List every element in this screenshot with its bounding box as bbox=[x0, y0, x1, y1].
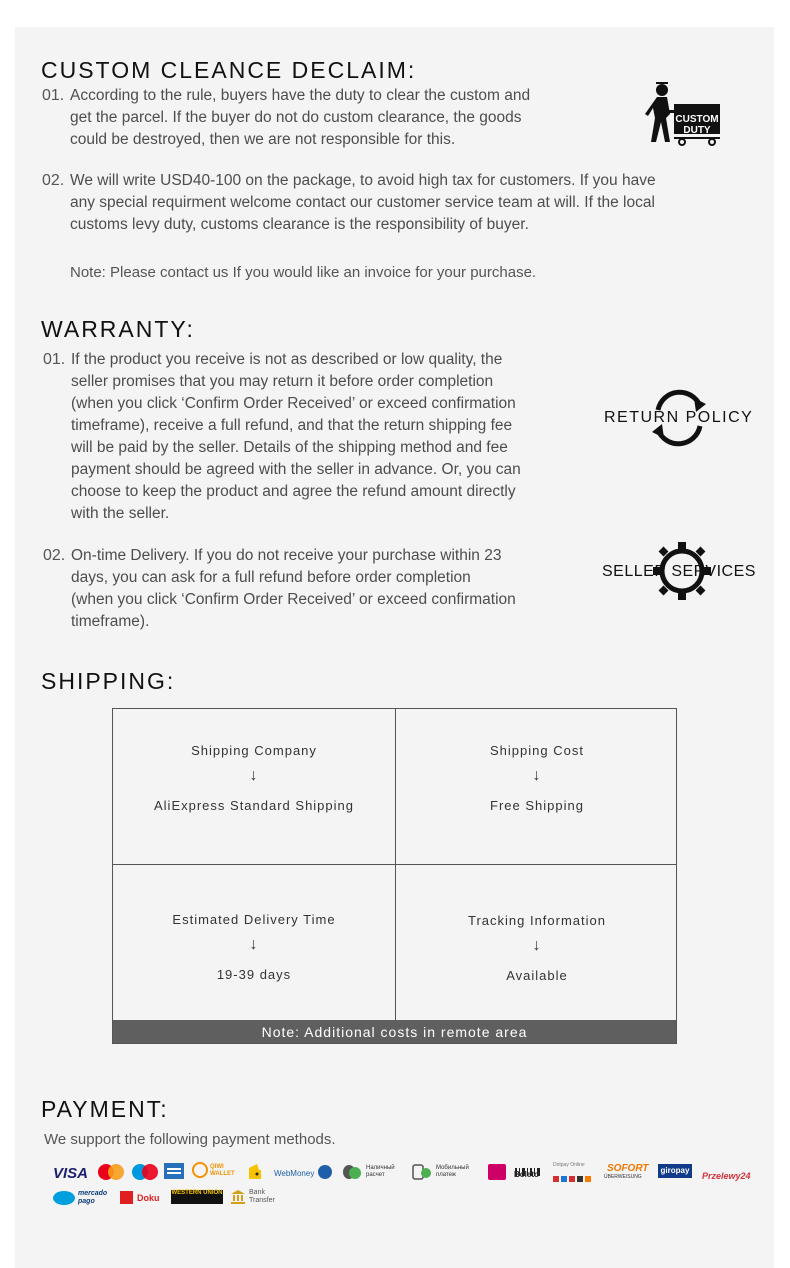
warranty-heading: WARRANTY: bbox=[41, 316, 195, 342]
return-policy-label: RETURN POLICY bbox=[604, 409, 754, 426]
text-line: could be destroyed, then we are not responsible for this. bbox=[70, 131, 456, 148]
text-line: days, you can ask for a full refund before order completion bbox=[71, 569, 471, 586]
bank-transfer-logo: Bank Transfer bbox=[249, 1189, 275, 1204]
text-line: customs levy duty, customs clearance is the responsibility of buyer. bbox=[70, 216, 529, 233]
down-arrow-icon: ↓ bbox=[532, 767, 542, 784]
text-line: any special requirment welcome contact our customer service team at will. If the local bbox=[70, 194, 655, 211]
shipping-cost-label: Shipping Cost bbox=[490, 743, 584, 758]
customs-item1-number: 01. bbox=[42, 87, 65, 104]
shipping-cost-cell bbox=[396, 709, 678, 865]
text-line: payment should be agreed with the seller in advance. Or, you can bbox=[71, 461, 521, 478]
sofort-logo: SOFORT bbox=[607, 1163, 649, 1174]
text-line: seller promises that you may return it before order completion bbox=[71, 373, 494, 390]
text-line: get the parcel. If the buyer do not do custom clearance, the goods bbox=[70, 109, 522, 126]
sofort-sub-label: ÜBERWEISUNG bbox=[604, 1174, 642, 1180]
dotpay-logo: Dotpay Online bbox=[553, 1162, 585, 1168]
tracking-cell bbox=[396, 865, 678, 1021]
text-line: If the product you receive is not as described or low quality, the bbox=[71, 351, 503, 368]
seller-services-label: SELLER SERVICES bbox=[602, 563, 756, 580]
tracking-value: Available bbox=[506, 968, 568, 983]
doku-icon bbox=[120, 1191, 133, 1204]
mastercard-logo bbox=[96, 1163, 126, 1181]
text-line: timeframe). bbox=[71, 613, 150, 630]
shipping-heading: SHIPPING: bbox=[41, 668, 176, 694]
down-arrow-icon: ↓ bbox=[532, 937, 542, 954]
warranty-item1-number: 01. bbox=[43, 351, 66, 368]
badge-line: CUSTOM bbox=[675, 114, 719, 125]
doku-logo: Doku bbox=[137, 1193, 160, 1203]
text-line: with the seller. bbox=[71, 505, 170, 522]
ideal-logo bbox=[488, 1164, 506, 1180]
text-line: On-time Delivery. If you do not receive your purchase within 23 bbox=[71, 547, 502, 564]
mercadopago-icon bbox=[53, 1191, 75, 1205]
giropay-logo: giropay bbox=[658, 1164, 692, 1178]
przelewy24-logo: Przelewy24 bbox=[702, 1171, 751, 1181]
delivery-time-cell bbox=[113, 865, 395, 1021]
text-line: According to the rule, buyers have the duty to clear the custom and bbox=[70, 87, 531, 104]
shipping-table bbox=[112, 708, 677, 1044]
warranty-item2-text bbox=[71, 545, 591, 633]
delivery-time-label: Estimated Delivery Time bbox=[172, 912, 336, 927]
custom-duty-icon bbox=[636, 78, 726, 150]
boleto-label: Boleto bbox=[514, 1170, 539, 1179]
invoice-note: Note: Please contact us If you would like an invoice for your purchase. bbox=[70, 264, 537, 281]
customs-item2-number: 02. bbox=[42, 172, 65, 189]
text-line: (when you click ‘Confirm Order Received’ or exceed confirmation bbox=[71, 395, 516, 412]
webmoney-logo: WebMoney bbox=[274, 1169, 315, 1178]
warranty-item2-number: 02. bbox=[43, 547, 66, 564]
shipping-company-label: Shipping Company bbox=[191, 743, 317, 758]
badge-line: DUTY bbox=[683, 125, 711, 136]
seller-services-badge bbox=[600, 540, 765, 602]
text-line: (when you click ‘Confirm Order Received’ or exceed confirmation bbox=[71, 591, 516, 608]
return-policy-badge bbox=[600, 386, 760, 450]
bank-icon bbox=[231, 1190, 245, 1204]
shipping-company-cell bbox=[113, 709, 395, 865]
visa-logo: VISA bbox=[53, 1165, 89, 1182]
shipping-cost-value: Free Shipping bbox=[490, 798, 584, 813]
qiwi-logo: QIWI WALLET bbox=[210, 1164, 235, 1177]
amex-logo bbox=[164, 1163, 184, 1179]
text-line: We will write USD40-100 on the package, to avoid high tax for customers. If you have bbox=[70, 172, 656, 189]
cash-payment-logo: Наличный расчет bbox=[366, 1165, 395, 1178]
customs-item1-text bbox=[70, 85, 590, 151]
mobile-payment-logo: Мобильный платеж bbox=[436, 1165, 469, 1178]
yandex-wallet-icon bbox=[247, 1162, 263, 1180]
cash-icon bbox=[342, 1164, 362, 1180]
payment-intro: We support the following payment methods. bbox=[44, 1131, 336, 1148]
delivery-time-value: 19-39 days bbox=[216, 967, 292, 982]
tracking-label: Tracking Information bbox=[467, 913, 606, 928]
western-union-logo: WESTERN UNION bbox=[171, 1190, 223, 1204]
text-line: timeframe), receive a full refund, and that the return shipping fee bbox=[71, 417, 513, 434]
mobile-payment-icon bbox=[412, 1164, 432, 1180]
customs-heading: CUSTOM CLEANCE DECLAIM: bbox=[41, 57, 417, 83]
down-arrow-icon: ↓ bbox=[249, 936, 259, 953]
customs-item2-text bbox=[70, 170, 760, 236]
shipping-company-value: AliExpress Standard Shipping bbox=[154, 798, 354, 813]
mercadopago-logo: mercado pago bbox=[78, 1190, 108, 1205]
boleto-logo bbox=[514, 1163, 542, 1179]
text-line: choose to keep the product and agree the refund amount directly bbox=[71, 483, 516, 500]
down-arrow-icon: ↓ bbox=[249, 767, 259, 784]
qiwi-icon bbox=[192, 1162, 208, 1178]
maestro-logo bbox=[130, 1163, 160, 1181]
text-line: will be paid by the seller. Details of the shipping method and fee bbox=[71, 439, 508, 456]
warranty-item1-text bbox=[71, 349, 591, 525]
remote-area-note: Note: Additional costs in remote area bbox=[113, 1020, 676, 1043]
dotpay-bank-icons bbox=[553, 1170, 595, 1178]
webmoney-globe-icon bbox=[318, 1165, 332, 1179]
payment-heading: PAYMENT: bbox=[41, 1096, 169, 1122]
